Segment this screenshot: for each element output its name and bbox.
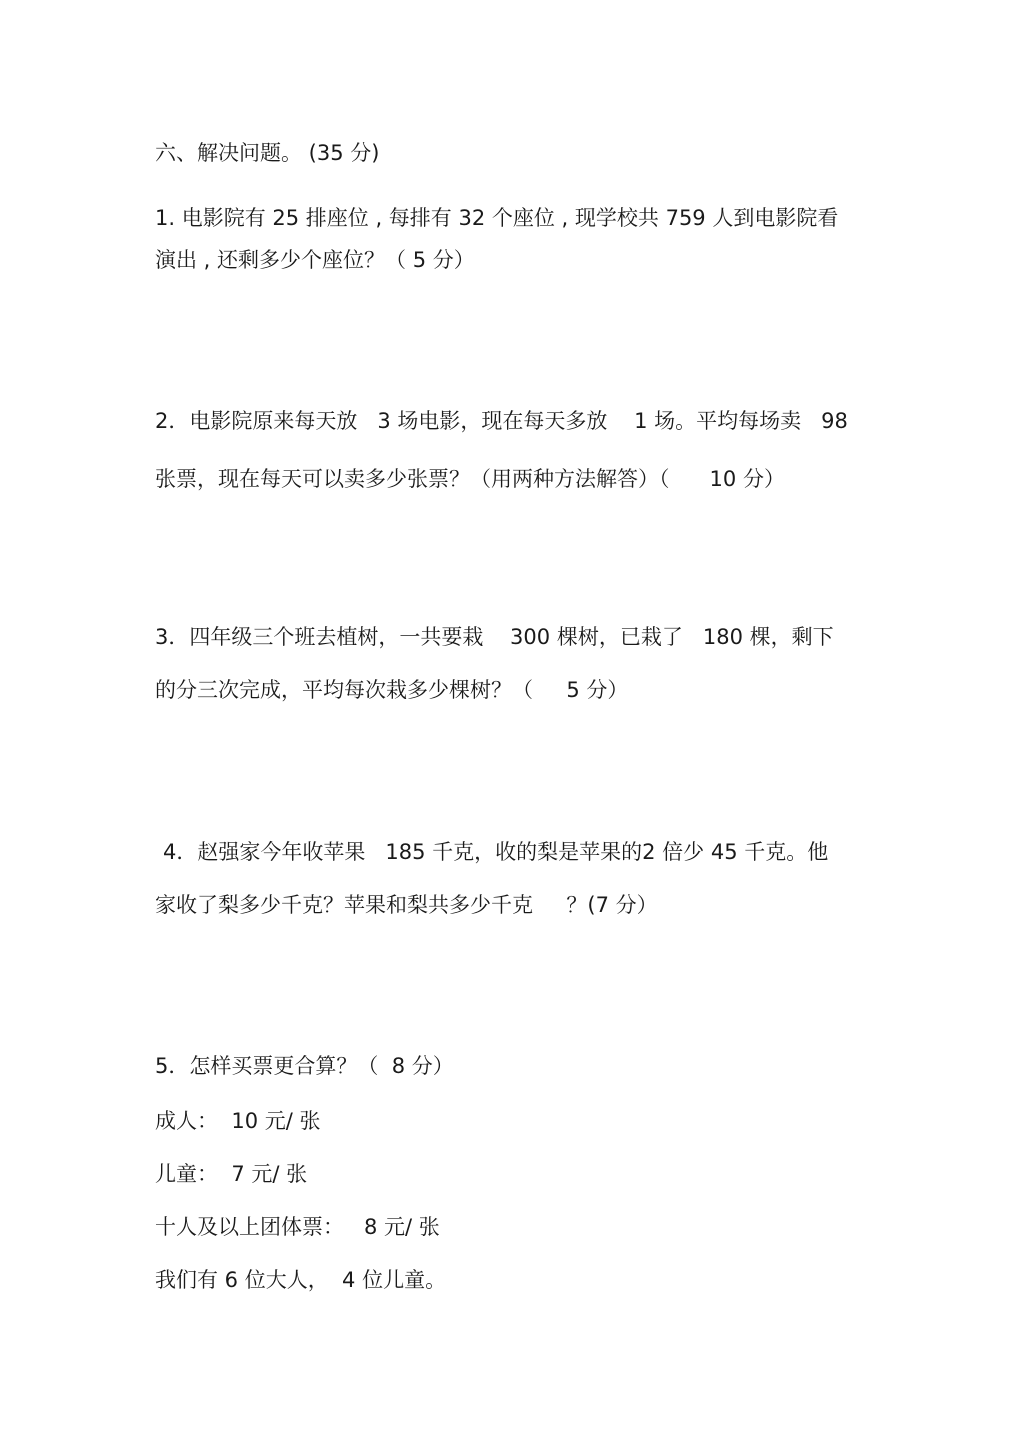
question-3-line-2: 的分三次完成，平均每次栽多少棵树？（ 5 分） [155,678,629,702]
price-adult: 成人： 10 元/ 张 [155,1109,321,1133]
price-child: 儿童： 7 元/ 张 [155,1162,308,1186]
price-group: 十人及以上团体票： 8 元/ 张 [155,1215,440,1239]
section-heading: 六、解决问题。 (35 分) [155,141,380,165]
question-4-line-2: 家收了梨多少千克？苹果和梨共多少千克 ？(7 分） [155,893,658,917]
question-2-line-1: 2．电影院原来每天放 3 场电影，现在每天多放 1 场。平均每场卖 98 [155,409,848,433]
party-size: 我们有 6 位大人， 4 位儿童。 [155,1268,447,1292]
question-1-line-2: 演出 , 还剩多少个座位？（ 5 分） [155,248,475,272]
question-3-line-1: 3．四年级三个班去植树，一共要栽 300 棵树，已栽了 180 棵，剩下 [155,625,834,649]
question-5-title: 5．怎样买票更合算？（ 8 分） [155,1054,454,1078]
question-1-line-1: 1. 电影院有 25 排座位 , 每排有 32 个座位 , 现学校共 759 人到电影院看 [155,206,839,230]
question-4-line-1: 4．赵强家今年收苹果 185 千克，收的梨是苹果的2 倍少 45 千克。他 [163,840,829,864]
question-2-line-2: 张票，现在每天可以卖多少张票？（用两种方法解答）（ 10 分） [155,467,785,491]
